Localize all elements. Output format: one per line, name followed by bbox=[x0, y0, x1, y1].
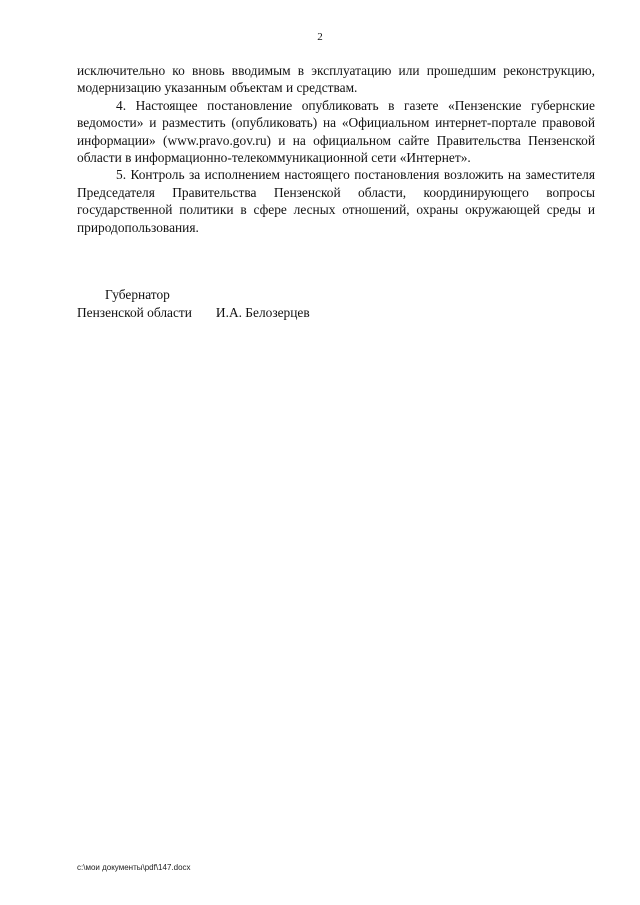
paragraph-continuation: исключительно ко вновь вводимым в эксплуатацию или прошедшим реконструкцию, модернизацию указанным объектам и средствам. bbox=[77, 63, 595, 96]
paragraph-item-5: 5. Контроль за исполнением настоящего постановления возложить на заместителя Председателя Правительства Пензенской области, координирующего вопросы государственной политики в сфере лесных отношений, охраны окружающей среды и природопользования. bbox=[77, 167, 595, 235]
signatory-title-line2-row bbox=[77, 304, 377, 322]
signatory-title-line2: Пензенской области bbox=[77, 305, 192, 320]
file-path-footer: c:\мои документы\pdf\147.docx bbox=[77, 863, 191, 872]
signature-block bbox=[77, 286, 377, 322]
page-number: 2 bbox=[317, 31, 323, 43]
signatory-name: И.А. Белозерцев bbox=[215, 305, 310, 320]
paragraph-item-4: 4. Настоящее постановление опубликовать в газете «Пензенские губернские ведомости» и разместить (опубликовать) на «Официальном интернет-портале правовой информации» (www.pravo.gov.ru) и на официальном сайте Правительства Пензенской области в информационно-телекоммуникационной сети «Интернет». bbox=[77, 97, 595, 166]
document-body bbox=[77, 62, 595, 236]
signatory-title-line1: Губернатор bbox=[105, 287, 170, 302]
